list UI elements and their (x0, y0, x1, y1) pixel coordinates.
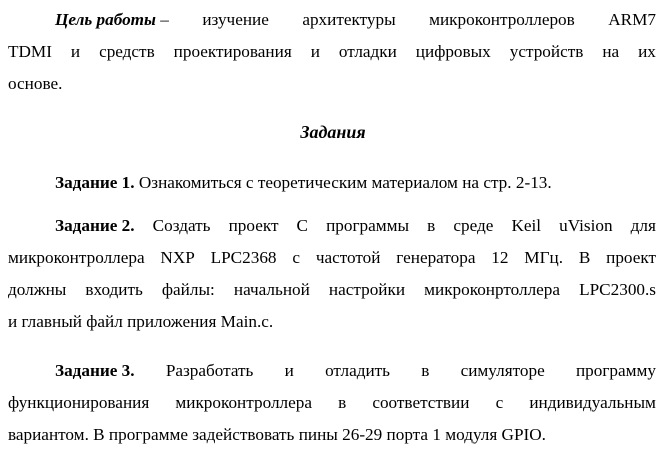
task3-word: и (284, 361, 294, 380)
goal-line-2 (8, 36, 656, 68)
task1-text: Ознакомиться с теоретическим материалом на стр. 2-13. (138, 173, 552, 192)
task2-word: NXP (160, 248, 195, 267)
task3-word: Разработать (165, 361, 254, 380)
task3-line-1 (8, 355, 656, 387)
task2-word: Создать (152, 216, 211, 235)
task2-word: начальной (233, 280, 310, 299)
goal-word: ARM7 (608, 10, 656, 29)
goal-word: устройств (509, 42, 584, 61)
task3-word: в (421, 361, 430, 380)
task2-word: генератора (396, 248, 476, 267)
goal-word: и (70, 42, 81, 61)
task2-line-1 (8, 210, 656, 242)
goal-word: на (602, 42, 620, 61)
goal-label: Цель работы – (55, 10, 169, 29)
task2-word: 12 (491, 248, 509, 267)
task2-word: входить (85, 280, 143, 299)
goal-word: отладки (338, 42, 397, 61)
goal-word: проектирования (173, 42, 292, 61)
task2-line-4: и главный файл приложения Main.c. (8, 312, 274, 331)
task2-word: среде (453, 216, 494, 235)
task2-word: для (630, 216, 656, 235)
task2-paragraph (8, 210, 656, 338)
task1-line-1 (8, 167, 656, 199)
task2-word: uVision (559, 216, 613, 235)
task2-line-2 (8, 242, 656, 274)
task2-word: должны (8, 280, 67, 299)
task3-word: в (338, 393, 347, 412)
task2-word: проект (606, 248, 656, 267)
task3-word: с (495, 393, 504, 412)
goal-word: изучение (202, 10, 269, 29)
task3-word: симуляторе (460, 361, 545, 380)
task2-word: В (578, 248, 591, 267)
goal-word: и (310, 42, 320, 61)
section-title: Задания (300, 122, 366, 142)
task2-word: микроконтроллера (8, 248, 145, 267)
task2-word: программы (326, 216, 410, 235)
task3-word: программу (575, 361, 656, 380)
task3-word: соответствии (372, 393, 470, 412)
task2-line-3 (8, 274, 656, 306)
task2-word: LPC2300.s (579, 280, 656, 299)
goal-word: их (638, 42, 656, 61)
task1-label: Задание 1. (55, 173, 135, 192)
task3-paragraph (8, 355, 656, 451)
task3-label: Задание 3. (55, 361, 135, 380)
task1-paragraph (8, 167, 656, 199)
goal-word: микроконтроллеров (429, 10, 575, 29)
task3-word: функционирования (8, 393, 150, 412)
task2-word: С (296, 216, 309, 235)
task2-word: файлы: (161, 280, 215, 299)
goal-word: средств (99, 42, 155, 61)
goal-word: TDMI (8, 42, 52, 61)
task3-line-3: вариантом. В программе задействовать пины 26-29 порта 1 модуля GPIO. (8, 425, 546, 444)
task3-word: отладить (325, 361, 391, 380)
goal-line-3: основе. (8, 74, 63, 93)
task2-word: частотой (315, 248, 381, 267)
task2-word: в (427, 216, 436, 235)
task2-word: LPC2368 (210, 248, 277, 267)
task2-word: МГц. (524, 248, 564, 267)
goal-word: архитектуры (302, 10, 396, 29)
task2-word: проект (228, 216, 279, 235)
task2-label: Задание 2. (55, 216, 135, 235)
task2-word: с (292, 248, 300, 267)
task3-word: индивидуальным (529, 393, 656, 412)
goal-line-1 (8, 4, 656, 36)
task2-word: микроконртоллера (424, 280, 561, 299)
task2-word: Keil (511, 216, 542, 235)
task2-word: настройки (328, 280, 406, 299)
task3-word: микроконтроллера (175, 393, 312, 412)
goal-paragraph (8, 4, 656, 100)
task3-line-2 (8, 387, 656, 419)
goal-word: цифровых (415, 42, 491, 61)
